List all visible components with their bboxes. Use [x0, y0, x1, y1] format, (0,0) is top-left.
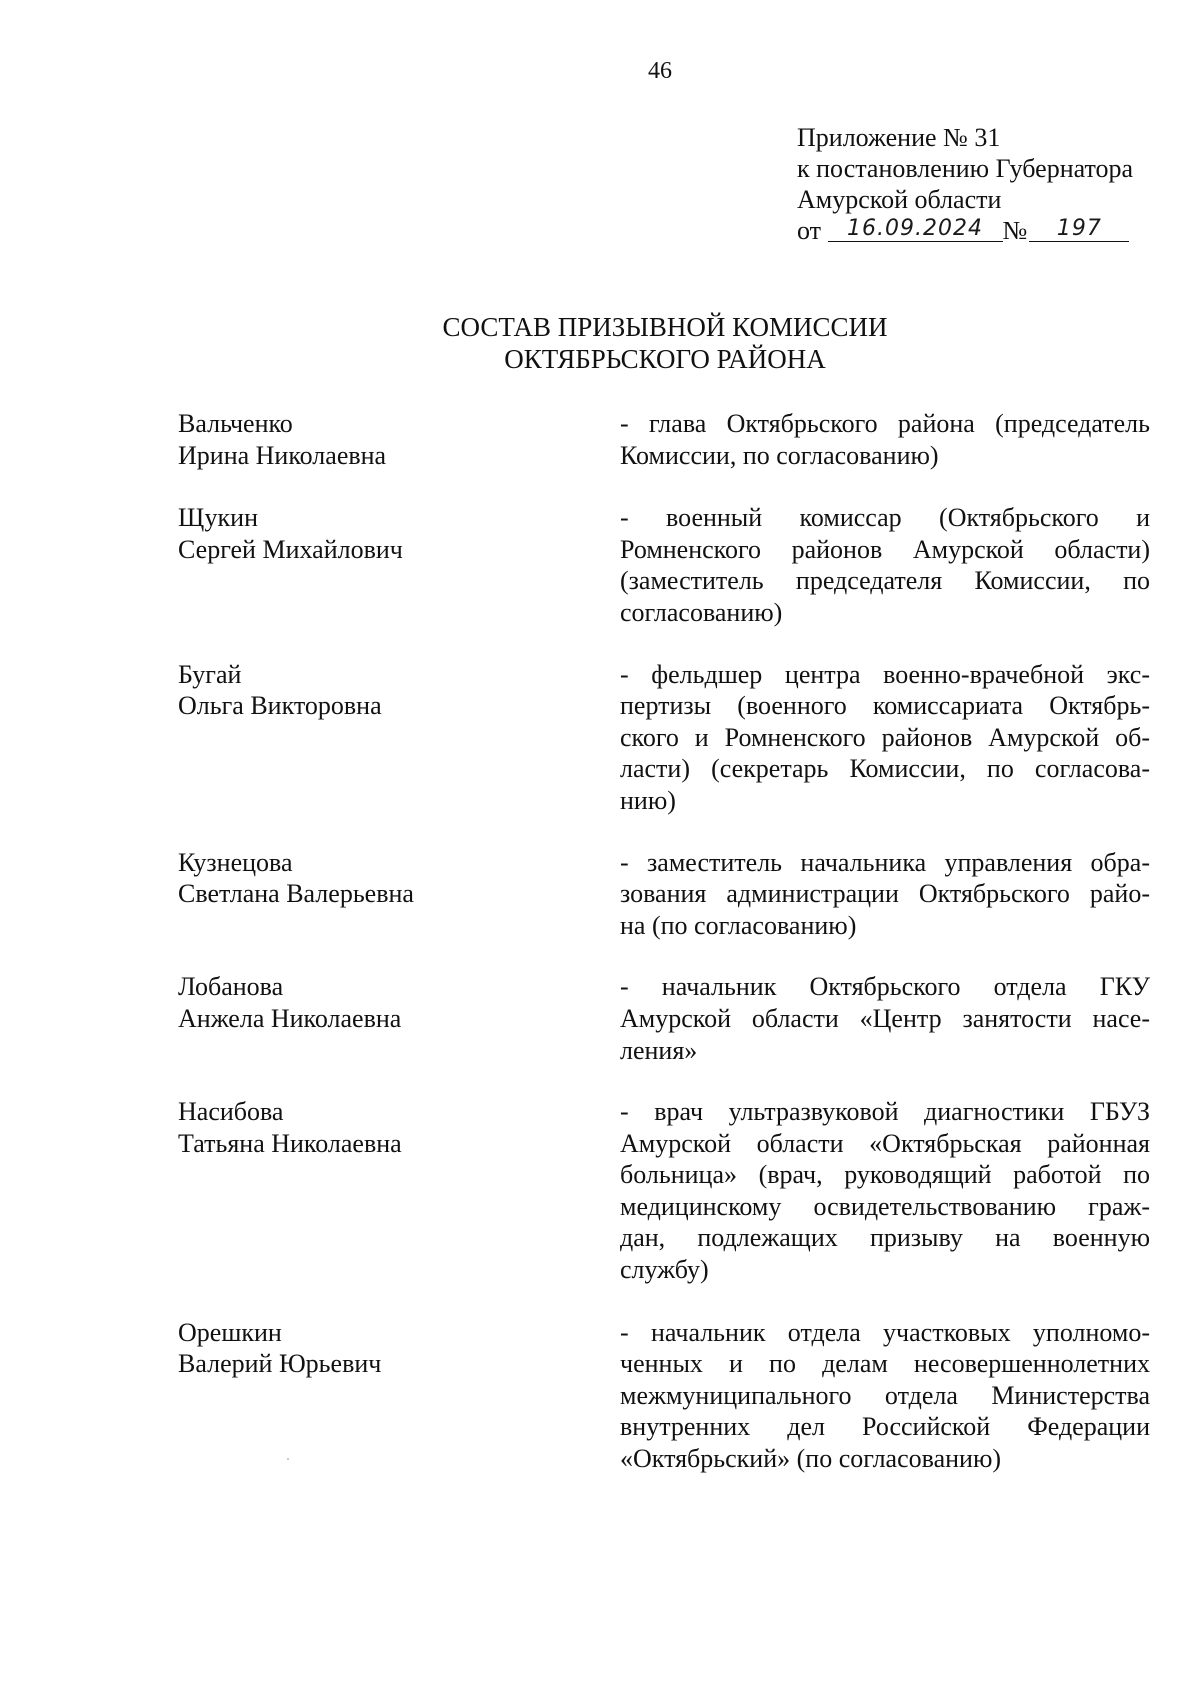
number-sign: №: [1002, 216, 1028, 245]
member-name: [178, 1317, 620, 1475]
annex-date-line: [797, 215, 1133, 246]
member-entry: [178, 659, 1150, 817]
date-field: [828, 215, 1003, 242]
member-role: [620, 659, 1150, 817]
member-role: [620, 847, 1150, 942]
member-role: [620, 1096, 1150, 1286]
member-surname: Насибова: [178, 1097, 284, 1127]
member-given-names: Сергей Михайлович: [178, 534, 403, 564]
member-name: [178, 659, 620, 817]
member-name: [178, 847, 620, 942]
role-line: на (по согласованию): [620, 910, 857, 940]
page-number: 46: [648, 58, 672, 84]
members-list: [178, 408, 1150, 1475]
member-given-names: Анжела Николаевна: [178, 1003, 402, 1033]
role-line: - начальник отдела участковых уполномо-: [620, 1317, 1150, 1347]
title-line-2: ОКТЯБРЬСКОГО РАЙОНА: [504, 344, 826, 374]
role-line: - глава Октябрьского района (председатель: [620, 409, 1150, 438]
role-line: внутренних дел Российской Федерации: [620, 1412, 1150, 1442]
handwritten-number: 197: [1056, 216, 1102, 241]
role-line: пертизы (военного комиссариата Октябрь-: [620, 691, 1150, 721]
role-line: нию): [620, 785, 676, 815]
role-line: службу): [620, 1255, 709, 1285]
role-line: ления»: [620, 1035, 698, 1065]
role-line: Амурской области «Октябрьская районная: [620, 1128, 1150, 1158]
member-role: [620, 1317, 1150, 1475]
member-name: [178, 971, 620, 1066]
date-prefix: от: [797, 216, 822, 245]
member-role: [620, 502, 1150, 628]
member-given-names: Светлана Валерьевна: [178, 879, 414, 909]
role-line: ченных и по делам несовершеннолетних: [620, 1349, 1150, 1379]
member-surname: Кузнецова: [178, 847, 293, 877]
member-entry: [178, 847, 1150, 942]
annex-line-2: к постановлению Губернатора: [797, 154, 1134, 183]
role-line: - фельдшер центра военно-врачебной экс-: [620, 659, 1150, 689]
role-line: Комиссии, по согласованию): [620, 440, 939, 470]
role-line: ского и Ромненского районов Амурской об-: [620, 722, 1150, 752]
document-title: [0, 311, 1200, 375]
role-line: ласти) (секретарь Комиссии, по согласова-: [620, 754, 1150, 784]
role-line: медицинскому освидетельствованию граж-: [620, 1191, 1150, 1221]
member-surname: Вальченко: [178, 409, 293, 438]
member-role: [620, 971, 1150, 1066]
member-entry: [178, 408, 1150, 471]
member-entry: [178, 971, 1150, 1066]
role-line: согласованию): [620, 597, 783, 627]
role-line: Амурской области «Центр занятости насе-: [620, 1003, 1150, 1033]
member-given-names: Валерий Юрьевич: [178, 1349, 382, 1379]
annex-block: [797, 122, 1133, 246]
member-surname: Щукин: [178, 503, 259, 533]
member-entry: [178, 1096, 1150, 1286]
role-line: межмуниципального отдела Министерства: [620, 1380, 1150, 1410]
member-surname: Бугай: [178, 659, 242, 689]
role-line: Ромненского районов Амурской области): [620, 534, 1150, 564]
role-line: - заместитель начальника управления обра-: [620, 847, 1150, 877]
role-line: дан, подлежащих призыву на военную: [620, 1223, 1150, 1253]
role-line: (заместитель председателя Комиссии, по: [620, 566, 1150, 596]
annex-line-1: Приложение № 31: [797, 123, 1001, 152]
role-line: - начальник Октябрьского отдела ГКУ: [620, 972, 1150, 1002]
member-role: [620, 408, 1150, 471]
member-given-names: Ольга Викторовна: [178, 691, 382, 721]
member-name: [178, 408, 620, 471]
member-name: [178, 502, 620, 628]
handwritten-date: 16.09.2024: [847, 216, 984, 241]
role-line: «Октябрьский» (по согласованию): [620, 1444, 1002, 1474]
member-surname: Лобанова: [178, 972, 284, 1002]
role-line: зования администрации Октябрьского райо-: [620, 879, 1150, 909]
member-entry: [178, 1317, 1150, 1475]
member-entry: [178, 502, 1150, 628]
number-field: [1029, 215, 1129, 242]
role-line: - врач ультразвуковой диагностики ГБУЗ: [620, 1097, 1150, 1127]
member-given-names: Татьяна Николаевна: [178, 1128, 402, 1158]
role-line: - военный комиссар (Октябрьского и: [620, 503, 1150, 533]
member-given-names: Ирина Николаевна: [178, 440, 387, 470]
title-line-1: СОСТАВ ПРИЗЫВНОЙ КОМИССИИ: [442, 312, 888, 342]
member-name: [178, 1096, 620, 1286]
annex-line-3: Амурской области: [797, 185, 1002, 214]
scan-speck: [287, 1458, 289, 1460]
member-surname: Орешкин: [178, 1317, 282, 1347]
role-line: больница» (врач, руководящий работой по: [620, 1160, 1150, 1190]
